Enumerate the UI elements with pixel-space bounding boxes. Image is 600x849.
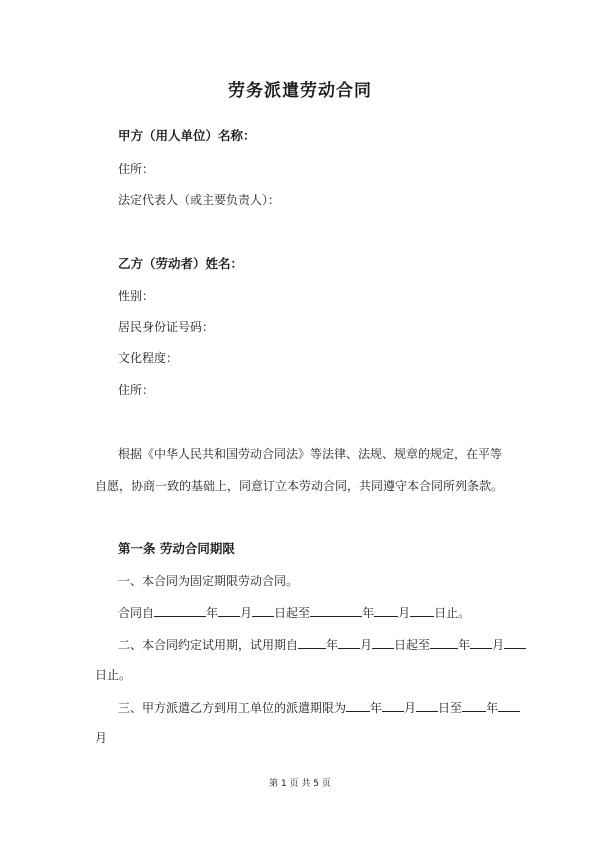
probation-prefix: 二、本合同约定试用期，试用期自 bbox=[118, 638, 299, 652]
party-a-address: 住所： bbox=[118, 162, 155, 176]
blank-start-year[interactable] bbox=[154, 604, 206, 617]
dispatch-year2-label: 年 bbox=[486, 701, 499, 715]
party-b-gender: 性别： bbox=[118, 289, 155, 303]
blank-probation-start-month[interactable] bbox=[338, 636, 360, 649]
blank-start-day[interactable] bbox=[252, 604, 274, 617]
blank-dispatch-end-month[interactable] bbox=[498, 699, 520, 712]
term-day-from-label: 日起至 bbox=[274, 606, 311, 620]
term-year-label: 年 bbox=[206, 606, 219, 620]
blank-probation-end-day[interactable] bbox=[504, 636, 526, 649]
blank-start-month[interactable] bbox=[218, 604, 240, 617]
term-line bbox=[118, 604, 470, 621]
blank-dispatch-start-month[interactable] bbox=[382, 699, 404, 712]
blank-probation-start-year[interactable] bbox=[298, 636, 326, 649]
preamble-line-1: 根据《中华人民共和国劳动合同法》等法律、法规、规章的规定，在平等 bbox=[118, 447, 503, 461]
document-title: 劳务派遣劳动合同 bbox=[228, 81, 372, 101]
party-b-education: 文化程度： bbox=[118, 351, 179, 365]
dispatch-year-label: 年 bbox=[370, 701, 383, 715]
dispatch-month-end: 月 bbox=[95, 731, 108, 745]
probation-month2-label: 月 bbox=[492, 638, 505, 652]
blank-probation-end-year[interactable] bbox=[430, 636, 458, 649]
probation-end: 日止。 bbox=[95, 668, 132, 682]
blank-probation-start-day[interactable] bbox=[372, 636, 394, 649]
party-b-heading: 乙方（劳动者）姓名： bbox=[118, 256, 244, 271]
probation-day-from-label: 日起至 bbox=[394, 638, 431, 652]
party-b-id-number: 居民身份证号码： bbox=[118, 320, 215, 334]
term-day-end-label: 日止。 bbox=[434, 606, 471, 620]
page-footer: 第 1 页 共 5 页 bbox=[269, 779, 331, 789]
blank-end-month[interactable] bbox=[374, 604, 398, 617]
term-month-label: 月 bbox=[240, 606, 253, 620]
party-b-address: 住所： bbox=[118, 383, 155, 397]
term-year2-label: 年 bbox=[362, 606, 375, 620]
article-1-heading: 第一条 劳动合同期限 bbox=[118, 541, 235, 556]
preamble-line-2: 自愿，协商一致的基础上，同意订立本劳动合同，共同遵守本合同所列条款。 bbox=[95, 479, 504, 493]
dispatch-day-to-label: 日至 bbox=[438, 701, 463, 715]
blank-dispatch-end-year[interactable] bbox=[462, 699, 486, 712]
blank-dispatch-start-day[interactable] bbox=[416, 699, 438, 712]
blank-probation-end-month[interactable] bbox=[470, 636, 492, 649]
article-1-clause-1: 一、本合同为固定期限劳动合同。 bbox=[118, 574, 299, 588]
party-a-representative: 法定代表人（或主要负责人）： bbox=[118, 193, 281, 207]
dispatch-month-label: 月 bbox=[404, 701, 417, 715]
term-prefix: 合同自 bbox=[118, 606, 155, 620]
probation-year2-label: 年 bbox=[458, 638, 471, 652]
blank-dispatch-start-year[interactable] bbox=[346, 699, 370, 712]
dispatch-line bbox=[118, 699, 520, 716]
party-a-heading: 甲方（用人单位）名称： bbox=[118, 128, 256, 143]
probation-month-label: 月 bbox=[360, 638, 373, 652]
blank-end-year[interactable] bbox=[310, 604, 362, 617]
dispatch-prefix: 三、甲方派遣乙方到用工单位的派遣期限为 bbox=[118, 701, 347, 715]
probation-year-label: 年 bbox=[326, 638, 339, 652]
probation-line bbox=[118, 636, 526, 653]
blank-end-day[interactable] bbox=[410, 604, 434, 617]
term-month2-label: 月 bbox=[398, 606, 411, 620]
